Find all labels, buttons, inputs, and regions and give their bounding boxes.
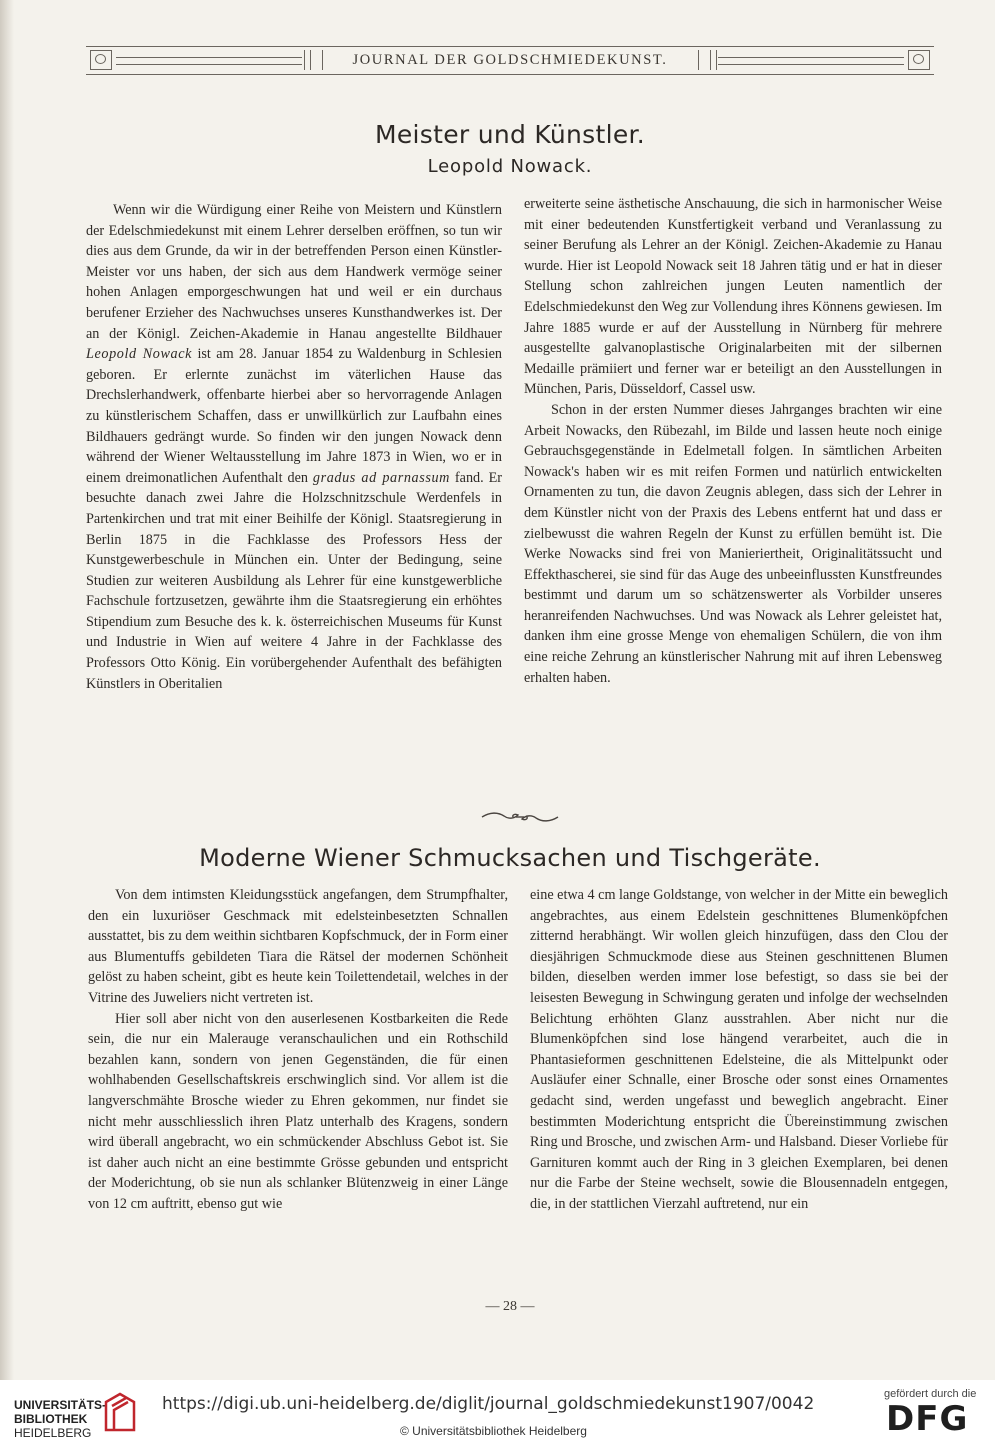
permalink-url[interactable]: https://digi.ub.uni-heidelberg.de/diglit/journal_goldschmiedekunst1907/0042 <box>162 1394 815 1414</box>
latin-phrase: gradus ad parnassum <box>312 469 451 486</box>
article1-right-paragraph: erweiterte seine ästhetische Anschauung, die sich in harmonischer Weise mit einer bedeutenden Kunstfertigkeit verband und Veranlassung zu seiner Berufung als Lehrer an der Königl. Zeichen-Akademie zu Hanau wurde. Hier ist Leopold Nowack seit 18 Jahren tätig und er hat in dieser Stellung schon zahlreichen jungen Leuten namentlich der Edelschmiedekunst den Weg zur Vollendung ihres Könnens gewiesen. Im Jahre 1885 wurde er auf der Ausstellung in Nürnberg für mehrere ausgestellte galvanoplastische Originalarbeiten mit der silbernen Medaille prämiiert und ferner war er beteiligt an den Ausstellungen in München, Paris, Düsseldorf, Cassel usw. <box>524 196 942 398</box>
article1-left-paragraph: Wenn wir die Würdigung einer Reihe von Meistern und Künstlern der Edelschmiedekunst mit einem Lehrer derselben eröffnen, so tun wir dies aus dem Grunde, da wir in der betreffenden Person einen Künstler-Meister vor uns haben, der sich aus dem Handwerk vermöge seiner hohen Anlagen emporgeschwungen hat und weil er ein durchaus berufener Erzieher des Nachwuchses unseres Kunsthandwerkes ist. Der an der Königl. Zeichen-Akademie in Hanau angestellte Bildhauer Leopold Nowack ist am 28. Januar 1854 zu Waldenburg in Schlesien geboren. Er erlernte zunächst im väterlichen Hause das Drechslerhandwerk, offenbarte hierbei aber so hervorragende Anlagen zu künstlerischem Schaffen, dass er unwillkürlich zur Laufbahn eines Bildhauers gedrängt wurde. So finden wir den jungen Nowack denn während der Wiener Weltausstellung im Jahre 1873 in Wien, wo er in einem dreimonatlichen Aufenthalt den gradus ad parnassum fand. Er besuchte danach zwei Jahre die Holzschnitzschule Werdenfels in Partenkirchen und trat mit einer Beihilfe der Königl. Staatsregierung in Berlin 1875 in die Fachklasse des Professors Hess der Kunstgewerbeschule in München ein. Unter der Bedingung, seine Studien zur weiteren Ausbildung als Lehrer für eine kunstgewerbliche Fachschule fortzusetzen, gewährte ihm die Staatsregierung ein erhöhtes Stipendium zum Besuche des k. k. österreichischen Museums für Kunst und Industrie in Wien auf weitere 4 Jahre in der Fachklasse des Professors Otto König. Ein vorübergehender Aufenthalt des befähigten Künstlers in Oberitalien <box>86 202 502 692</box>
header-bottom-rule <box>86 74 934 75</box>
article2-left-paragraph: Hier soll aber nicht von den auserlesenen Kostbarkeiten die Rede sein, die nur ein Malerauge veranschaulichen und ein Rothschild bezahlen kann, sondern von jenen Gegenständen, die für einen wohlhabenden Gesellschaftskreis erschwinglich sind. Vor allem ist die langverschmähte Brosche wieder zu Ehren gekommen, nur findet sie nicht mehr ausschliesslich ihren Platz unterhalb des Kragens, sondern wird überall angebracht, wo ein schmückender Abschluss Gebot ist. Sie ist daher auch nicht an eine bestimmte Grösse gebunden und entspricht der Moderichtung, ob sie nun als schlanker Blütenzweig in einer Länge von 12 cm auftritt, ebenso gut wie <box>88 1010 508 1212</box>
article1-title: Meister und Künstler. <box>374 120 646 149</box>
article2-left-column <box>88 885 508 1215</box>
library-name: UNIVERSITÄTS- BIBLIOTHEK HEIDELBERG <box>14 1398 107 1440</box>
dfg-logo: DFG <box>886 1399 969 1439</box>
header-top-rule <box>86 46 934 47</box>
article1-left-column <box>86 200 502 694</box>
article2-left-paragraph: Von dem intimsten Kleidungsstück angefangen, dem Strumpfhalter, den ein luxuriöser Geschmack mit edelsteinbesetzten Schnallen ausstattet, bis zu dem weithin sichtbaren Kopfschmuck, der in Form einer aus Blumentuffs gebildeten Tiara die Rätsel der modernen Schönheit gelöst zu haben scheint, gibt es heute kein Toilettendetail, welches in der Vitrine des Juweliers nicht vertreten ist. <box>88 887 508 1006</box>
article2-right-paragraph: eine etwa 4 cm lange Goldstange, von welcher in der Mitte ein beweglich angebrachtes, aus einem Edelstein geschnittenes Blumenköpfchen zitternd herabhängt. Wir wollen gleich hinzufügen, dass den Clou der diesjährigen Schmuckmode diese aus Steinen geschnittenen Blumen bilden, dieselben werden immer lose befestigt, so dass sie bei der leisesten Bewegung in Schwingung geraten und infolge der wechselnden Belichtung erhöhten Glanz ausstrahlen. Aber nicht nur die Blumenköpfchen sind lose hängend verarbeitet, auch die in Phantasieformen geschnittenen Edelsteine, die als Mittelpunkt oder Ausläufer einer Schnalle, einer Brosche oder sonst eines Ornamentes gedacht sind, werden ungefasst und beweglich angebracht. Einer bestimmten Moderichtung entspricht die Übereinstimmung zwischen Ring und Brosche, und zwischen Arm- und Halsband. Dieser Vorliebe für Garnituren kommt auch der Ring in 3 gleichen Exemplaren, bei denen nur die Farbe der Steine wechselt, sowie die Blousennadeln entgegen, die, in der stattlichen Vierzahl auftretend, nur ein <box>530 887 948 1212</box>
article2-right-column <box>530 885 948 1215</box>
copyright-notice: © Universitätsbibliothek Heidelberg <box>400 1424 587 1438</box>
library-logo-icon <box>100 1390 140 1436</box>
digitization-footer <box>0 1380 995 1450</box>
page-number: — 28 — <box>485 1299 535 1314</box>
article2-title: Moderne Wiener Schmucksachen und Tischgeräte. <box>199 844 821 872</box>
article1-right-paragraph: Schon in der ersten Nummer dieses Jahrganges brachten wir eine Arbeit Nowacks, den Rübezahl, im Bilde und lassen heute noch einige Gebrauchsgegenstände in Edelmetall folgen. In sämtlichen Arbeiten Nowack's haben wir es mit reifen Formen und natürlich entwickelten Ornamenten zu tun, die davon Zeugnis ablegen, dass sich der Lehrer in dem Künstler nicht von der Praxis des Lebens entfernt hat und dass er zielbewusst die wahren Regeln der Kunst zu erfüllen bemüht ist. Die Werke Nowacks sind frei von Manieriertheit, Originalitätssucht und Effekthascherei, sie sind für das Auge des unbeeinflussten Kunstfreundes bestimmt und darum um so schätzenswerter als Vorbilder unseres heranreifenden Nachwuchses. Und was Nowack als Lehrer geleistet hat, danken ihm eine grosse Menge von ehemaligen Schülern, die von ihm eine reiche Zehrung an künstlerischer Nahrung mit auf ihren Lebensweg erhalten haben. <box>524 401 942 686</box>
journal-title: JOURNAL DER GOLDSCHMIEDEKUNST. <box>352 52 668 68</box>
section-divider-ornament-icon <box>480 810 560 824</box>
article1-right-column <box>524 194 942 688</box>
funding-caption: gefördert durch die <box>884 1388 977 1400</box>
article1-subtitle: Leopold Nowack. <box>427 156 593 177</box>
artist-name: Leopold Nowack <box>86 346 193 363</box>
running-header <box>86 44 934 78</box>
